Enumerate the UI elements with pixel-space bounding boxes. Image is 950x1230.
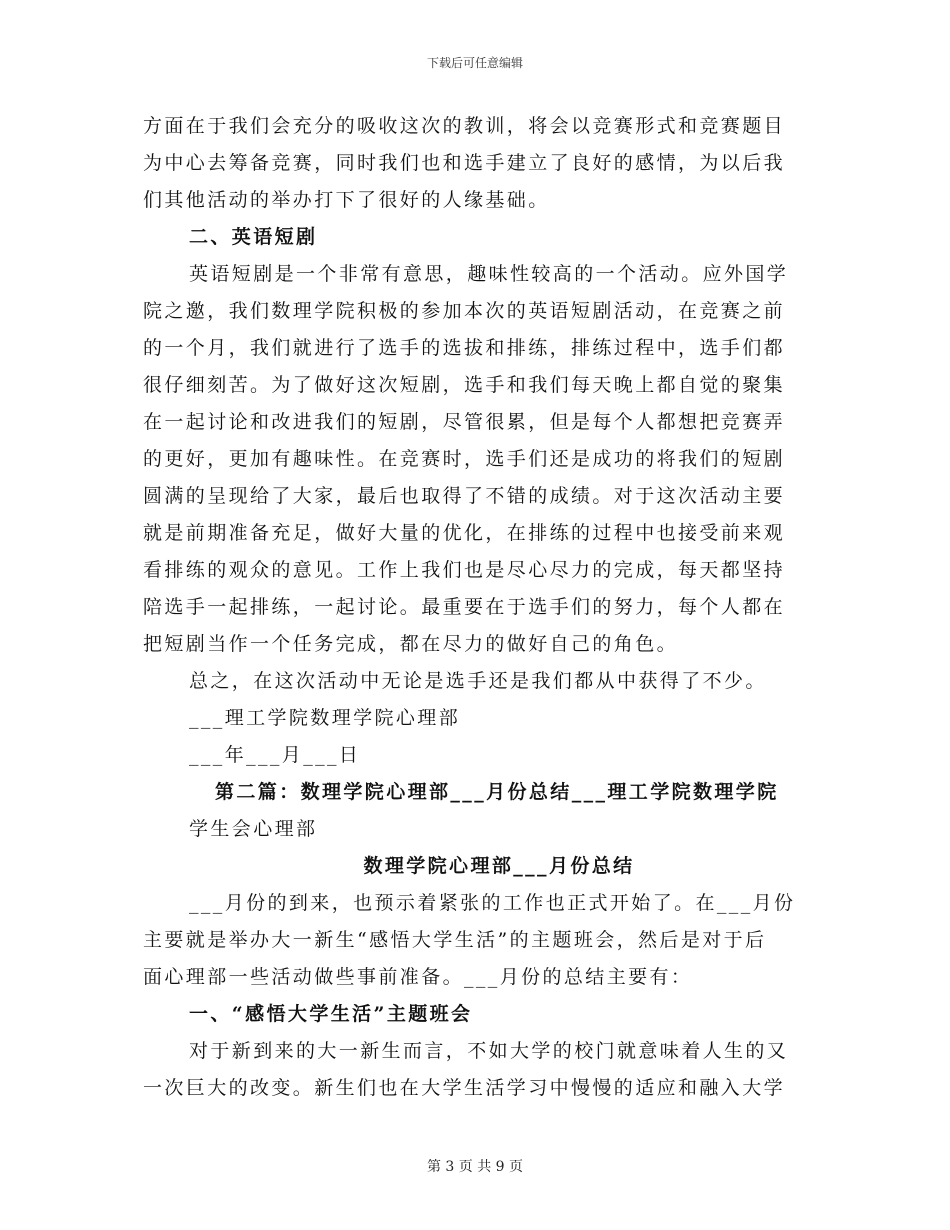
- paragraph-line: 院之邀，我们数理学院积极的参加本次的英语短剧活动，在竞赛之前: [143, 300, 786, 322]
- section-heading: 一、“感悟大学生活”主题班会: [189, 1003, 473, 1025]
- page-header: 下载后可任意编辑: [426, 56, 523, 70]
- paragraph-line: 看排练的观众的意见。工作上我们也是尽心尽力的完成，每天都坚持: [143, 559, 786, 581]
- section-heading: 二、英语短剧: [189, 226, 318, 248]
- paragraph-line: 很仔细刻苦。为了做好这次短剧，选手和我们每天晚上都自觉的聚集: [143, 374, 786, 396]
- paragraph-line: 们其他活动的举办打下了很好的人缘基础。: [143, 189, 550, 211]
- paragraph-line: 的更好，更加有趣味性。在竞赛时，选手们还是成功的将我们的短剧: [143, 448, 786, 470]
- paragraph-line: 为中心去筹备竞赛，同时我们也和选手建立了良好的感情，为以后我: [143, 152, 786, 174]
- chapter-title: 第二篇：数理学院心理部___月份总结___理工学院数理学院: [215, 781, 779, 803]
- paragraph-line: 圆满的呈现给了大家，最后也取得了不错的成绩。对于这次活动主要: [143, 485, 786, 507]
- paragraph-line: 在一起讨论和改进我们的短剧，尽管很累，但是每个人都想把竞赛弄: [143, 411, 786, 433]
- paragraph-line: 就是前期准备充足，做好大量的优化，在排练的过程中也接受前来观: [143, 522, 786, 544]
- signature-department: ___理工学院数理学院心理部: [189, 707, 461, 729]
- paragraph-line: 对于新到来的大一新生而言，不如大学的校门就意味着人生的又: [189, 1040, 789, 1062]
- paragraph-line: 总之，在这次活动中无论是选手还是我们都从中获得了不少。: [189, 670, 767, 692]
- paragraph-line: 陪选手一起排练，一起讨论。最重要在于选手们的努力，每个人都在: [143, 596, 786, 618]
- paragraph-line: 主要就是举办大一新生“感悟大学生活”的主题班会，然后是对于后: [143, 929, 767, 951]
- paragraph-line: 英语短剧是一个非常有意思，趣味性较高的一个活动。应外国学: [189, 263, 789, 285]
- paragraph-line: 的一个月，我们就进行了选手的选拔和排练，排练过程中，选手们都: [143, 337, 786, 359]
- signature-date: ___年___月___日: [189, 744, 361, 766]
- paragraph-line: 把短剧当作一个任务完成，都在尽力的做好自己的角色。: [143, 633, 679, 655]
- article-title: 数理学院心理部___月份总结: [363, 855, 635, 877]
- paragraph-line: 方面在于我们会充分的吸收这次的教训，将会以竞赛形式和竞赛题目: [143, 115, 786, 137]
- paragraph-line: 一次巨大的改变。新生们也在大学生活学习中慢慢的适应和融入大学: [143, 1077, 786, 1099]
- paragraph-line: 面心理部一些活动做些事前准备。___月份的总结主要有：: [143, 966, 693, 988]
- chapter-title-continued: 学生会心理部: [189, 818, 318, 840]
- page-footer: 第 3 页 共 9 页: [426, 1159, 524, 1175]
- paragraph-line: ___月份的到来，也预示着紧张的工作也正式开始了。在___月份: [189, 892, 796, 914]
- document-body: [143, 108, 809, 1107]
